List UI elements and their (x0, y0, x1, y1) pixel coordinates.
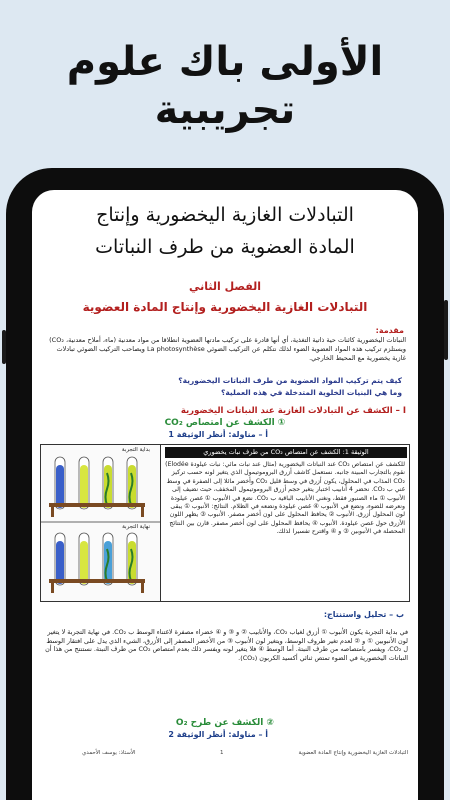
document-title-top: التبادلات الغازية اليخضورية وإنتاج (96, 204, 354, 226)
document-1-title: الوثيقة 1: الكشف عن امتصاص CO₂ من طرف نبات يخضوري (165, 447, 407, 458)
activity-label-2: أ – مناولة: أنظر الوثيقة 2 (168, 730, 268, 739)
document-1-box (40, 444, 410, 602)
figure-label-end: نهاية التجربة (122, 524, 150, 530)
analysis-heading: ب – تحليل واستنتاج: (323, 610, 404, 619)
section-heading: I – الكشف عن التبادلات الغازية عند النباتات اليخضورية (180, 406, 406, 416)
phone-side-button (2, 330, 6, 364)
figure-label-start: بداية التجربة (121, 447, 150, 453)
headline-line1: الأولى باك علوم (66, 39, 384, 85)
promo-headline (0, 38, 450, 134)
document-title-bottom: المادة العضوية من طرف النباتات (95, 236, 355, 258)
question-1: كيف يتم تركيب المواد العضوية من طرف النباتات اليخضورية؟ (178, 376, 402, 385)
phone-side-button (444, 300, 448, 360)
activity-label: أ – مناولة: أنظر الوثيقة 1 (168, 430, 268, 439)
experiment-figure (41, 445, 161, 601)
chapter-label: الفصل الثاني (188, 280, 262, 293)
analysis-text: في بداية التجربة يكون الأنبوب ① أزرق لغياب CO₂، والأنابيب ② و ③ و ④ خضراء مصفرة لاغتناء الوسط ب CO₂. في نهاية التجربة لا يتغير لون الأنبوبين ① و ② لعدم تغير ظروف الوسط، ويتغير لون الأنبوب ③ من الأخضر المصفر إلى الأزرق، الشيء الذي يدل على افتقار الوسط ل CO₂، ويفسر بامتصاصه من طرف النبتة. أما الوسط ④ فلا يتغير لونه ويفسر ذلك بعدم امتصاص CO₂ من طرف النبتة. نستنتج من هذا أن النباتات اليخضورية في الضوء تمتص ثنائي أكسيد الكربون (CO₂). (45, 628, 408, 662)
test-tubes-illustration (41, 445, 161, 601)
footer-author: الأستاذ: يوسف الأحمدي (82, 750, 136, 756)
intro-text: النباتات اليخضورية كائنات حية ذاتية التغذية، أي أنها قادرة على تركيب مادتها العضوية انطلاقا من مواد معدنية (ماء، أملاح معدنية، CO₂) ويستلزم تركيب هذه المواد العضوية الضوء لذلك نتكلم عن التركيب الضوئي La photosynthèse ويصاحب التركيب الضوئي تبادلات غازية يخضورية مع المحيط الخارجي. (49, 336, 406, 362)
footer-chapter: التبادلات الغازية اليخضورية وإنتاج المادة العضوية (298, 750, 408, 756)
headline-line2: تجريبية (154, 87, 296, 133)
footer-page-number: 1 (220, 750, 224, 756)
subsection-heading-2: ② الكشف عن طرح O₂ (175, 718, 275, 728)
intro-label: مقدمة: (375, 326, 404, 335)
question-2: وما هي البنيات الخلوية المتدخلة في هذه العملية؟ (221, 388, 402, 397)
chapter-subtitle: التبادلات الغازية اليخضورية وإنتاج المادة العضوية (82, 300, 368, 314)
document-viewer[interactable] (32, 190, 418, 800)
document-1-text: للكشف عن امتصاص CO₂ عند النباتات اليخضورية (مثال عند نبات مائي: نبات عيلودة Elodée) نقوم بالتجارب المبينة جانبه. نستعمل كاشف أزرق البروموتيمول الذي يتغير لونه حسب تركيز CO₂ المذاب في المحلول، يكون أزرق في وسط قليل CO₂ وأخضر مائلا إلى الصفرة في وسط غني ب CO₂. نحضر 4 أنابيب اختبار يتغير حجم أزرق البروموتيمول المخفف، حيث نضيف إلى الأنبوب ① ماء الصنبور فقط، ونغني الأنابيب الباقية ب CO₂. نضع في الأنبوب ① غصن عيلودة ونعرضه للضوء، ونضع في الأنبوب ④ غصن عيلودة ونضعه في الظلام. النتائج: الأنبوب ① يبقى لون المحلول أزرق. الأنبوب ② يحافظ المحلول على لون أخضر مصفر. الأنبوب ③ يظهر اللون الأزرق حول غصن عيلودة. الأنبوب ④ يحافظ المحلول على لون أخضر مصفر. قارن بين النتائج المحصلة في الأنبوبين ③ و ④ واقترح تفسيرا لذلك. (165, 461, 405, 536)
page-footer (42, 750, 408, 762)
subsection-heading: ① الكشف عن امتصاص CO₂ (164, 418, 286, 428)
